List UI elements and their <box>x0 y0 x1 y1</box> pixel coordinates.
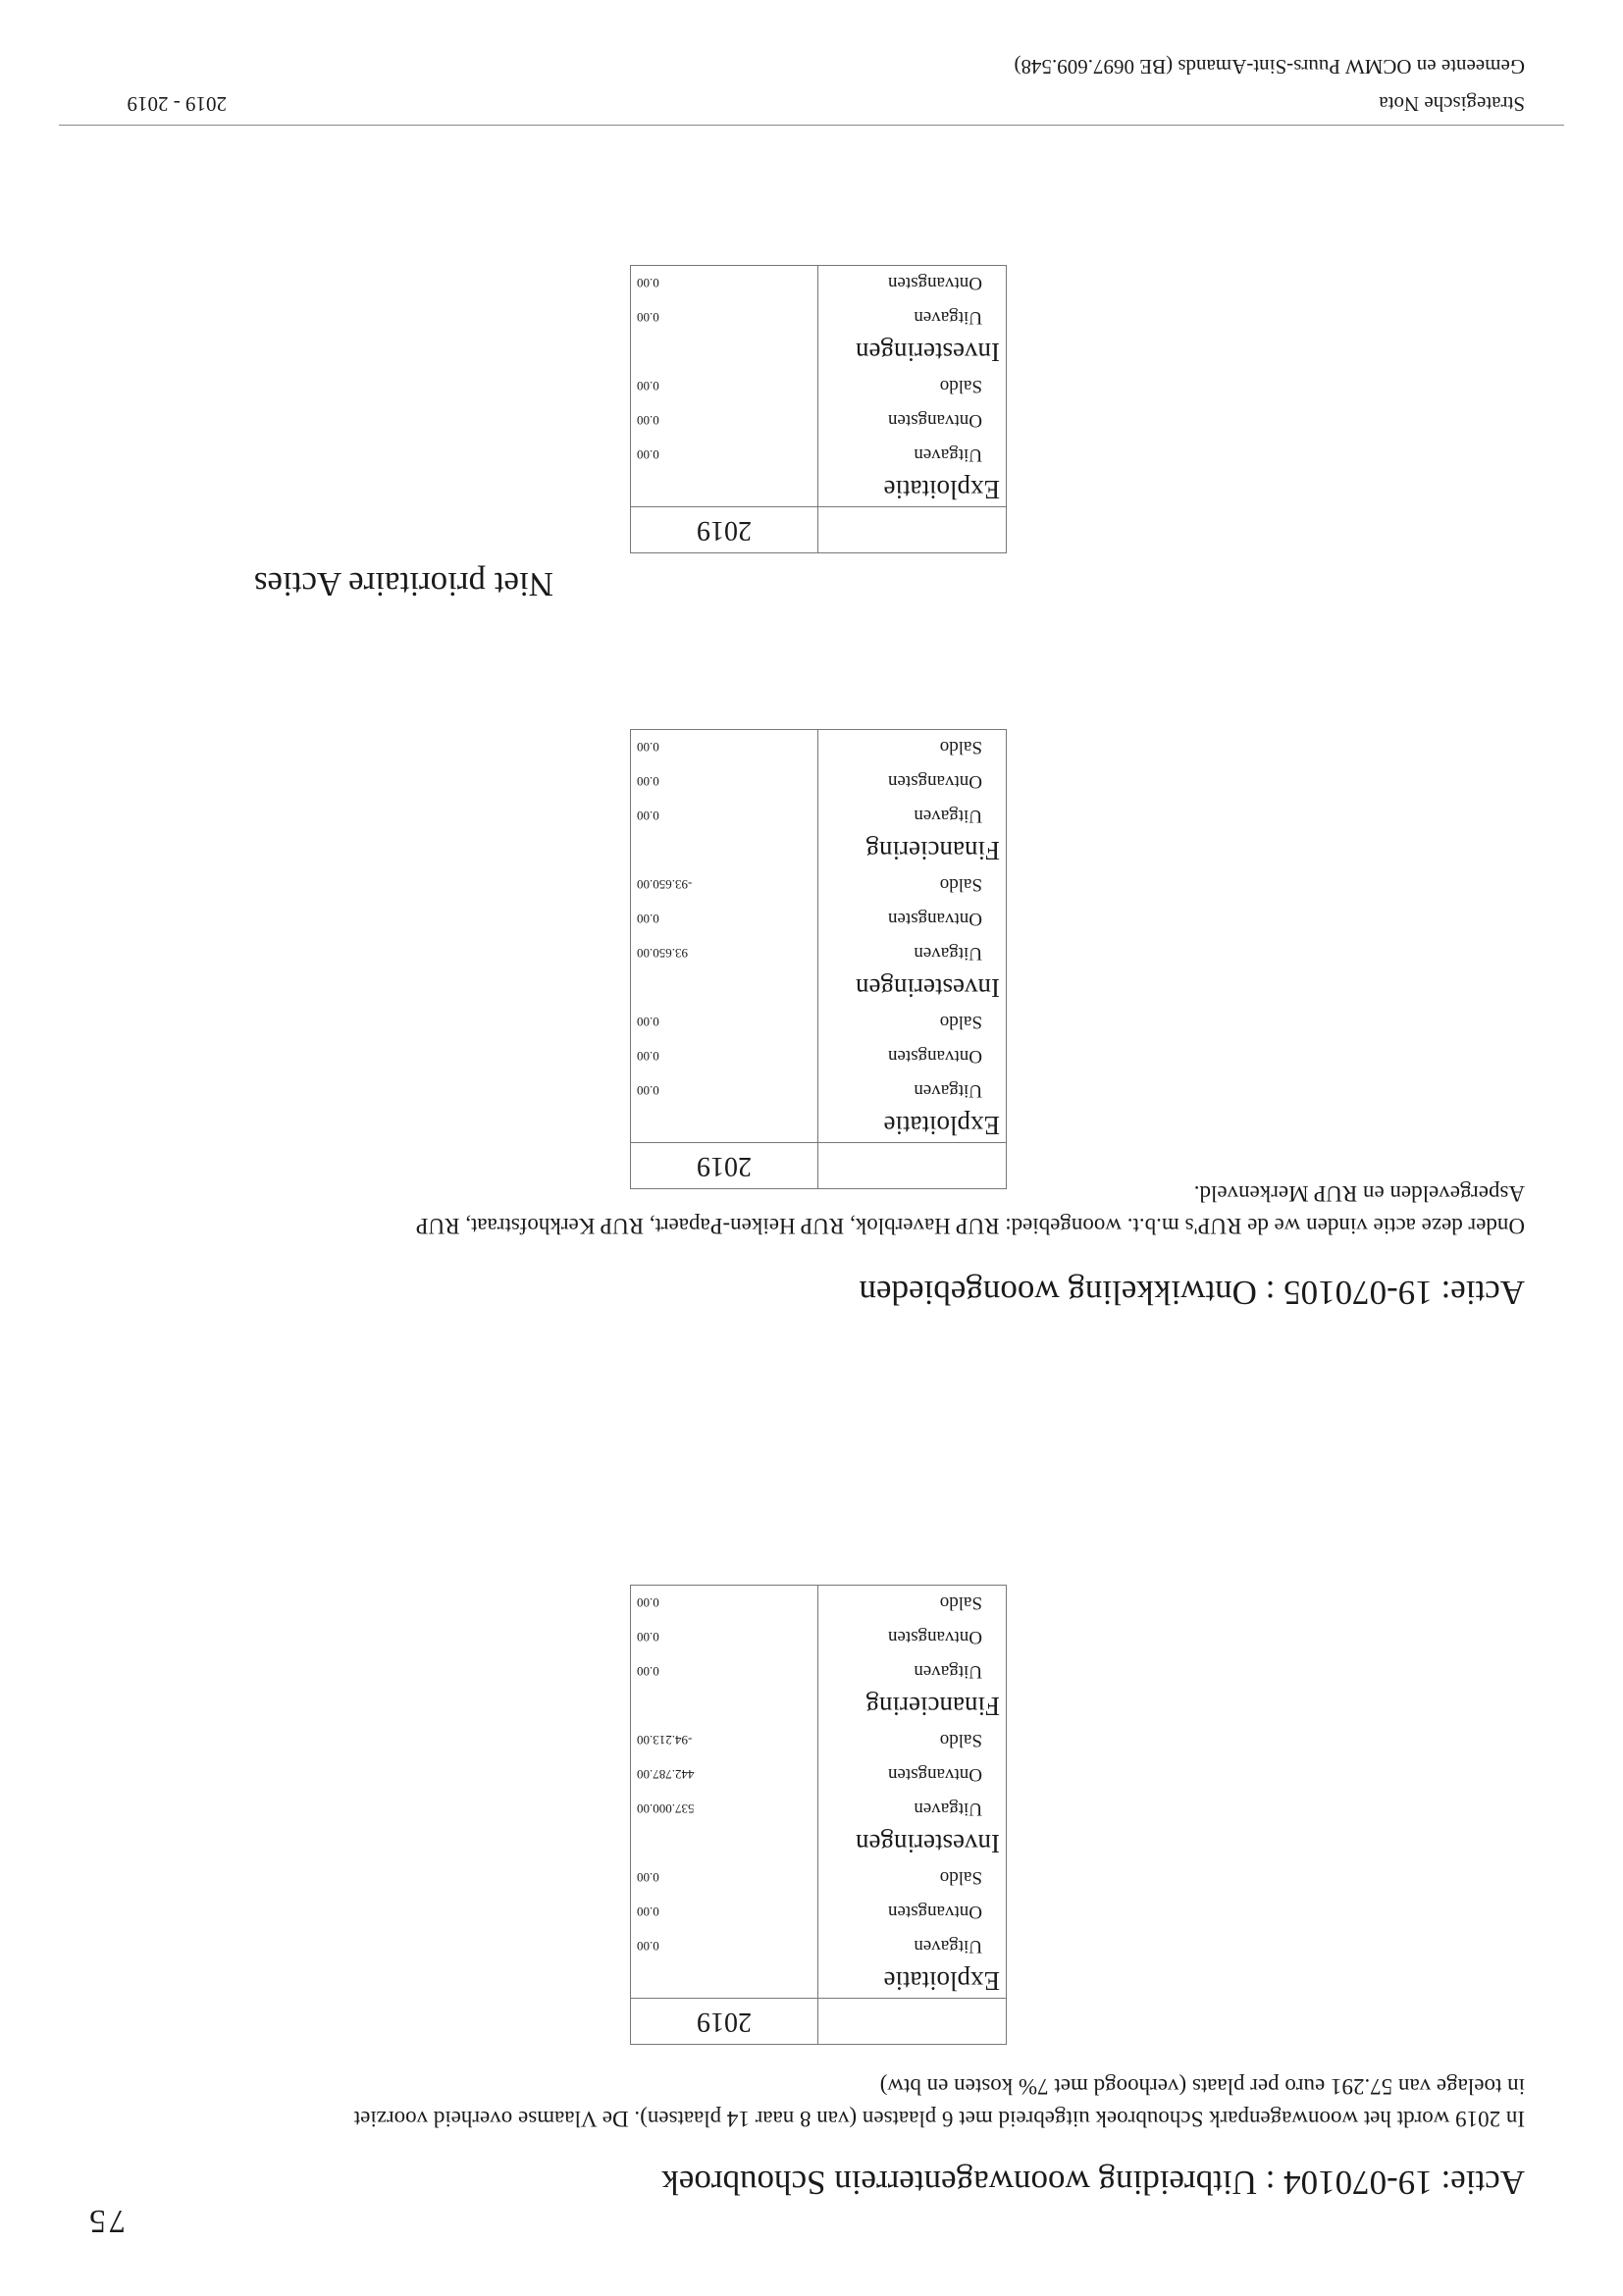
footer-organization: Gemeente en OCMW Puurs-Sint-Amands (BE 0697.609.548) <box>1014 55 1525 78</box>
table-row-value: 537.000.00 <box>637 1801 695 1816</box>
table-label-column <box>818 1586 1007 1999</box>
table-row-value: 0.00 <box>637 447 659 462</box>
table-row-label: Saldo <box>939 1867 982 1888</box>
table-row-label: Uitgaven <box>914 1080 982 1101</box>
table-row-value: 0.00 <box>637 774 659 789</box>
table-row-value <box>631 1108 817 1142</box>
paragraph-line: Onder deze actie vinden we de RUP's m.b.t. woongebied: RUP Haverblok, RUP Heiken-Papaert, RUP Kerkhofstraat, RUP <box>415 1214 1525 1238</box>
table-label-column <box>818 730 1007 1143</box>
footer-divider <box>59 125 1564 126</box>
table-row-label: Uitgaven <box>914 307 982 328</box>
table-row-value <box>631 833 817 867</box>
budget-table-2 <box>630 729 1007 1189</box>
action-description-1 <box>112 2070 1525 2135</box>
table-section-label: Investeringen <box>856 973 1000 1003</box>
table-row-label: Saldo <box>939 874 982 895</box>
table-row-value: 0.00 <box>637 1870 659 1885</box>
footer-years: 2019 - 2019 <box>127 92 227 116</box>
table-row-value: 442.787.00 <box>637 1767 695 1782</box>
table-header-blank <box>818 1999 1007 2045</box>
table-row-value <box>631 970 817 1005</box>
table-row-value: 0.00 <box>637 1939 659 1954</box>
table-row-value <box>631 335 817 369</box>
table-section-label: Exploitatie <box>883 1966 1000 1996</box>
table-row-label: Saldo <box>939 1730 982 1750</box>
table-row-value: 0.00 <box>637 740 659 755</box>
table-section-label: Exploitatie <box>883 475 1000 504</box>
table-row-value: 0.00 <box>637 1083 659 1098</box>
table-row-value <box>631 472 817 506</box>
table-row-label: Ontvangsten <box>887 1764 982 1785</box>
paragraph-line: In 2019 wordt het woonwagenpark Schoubroek uitgebreid met 6 plaatsen (van 8 naar 14 plaatsen). De Vlaamse overheid voorziet <box>353 2107 1525 2131</box>
table-row-value: 0.00 <box>637 1905 659 1919</box>
table-row-value: 0.00 <box>637 1015 659 1029</box>
table-row-value: 0.00 <box>637 276 659 290</box>
table-value-column <box>631 266 818 507</box>
table-row-value: 93.650.00 <box>637 946 688 961</box>
table-row-value <box>631 1963 817 1998</box>
table-row-value: 0.00 <box>637 809 659 823</box>
table-row-value: 0.00 <box>637 1630 659 1644</box>
table-section-label: Investeringen <box>856 1829 1000 1858</box>
table-year-header: 2019 <box>631 507 818 553</box>
paragraph-line: in toelage van 57.291 euro per plaats (verhoogd met 7% kosten en btw) <box>879 2074 1525 2099</box>
table-section-label: Financiering <box>865 1692 1000 1721</box>
table-value-column <box>631 1586 818 1999</box>
budget-table-1 <box>630 1585 1007 2045</box>
table-row-value: 0.00 <box>637 1049 659 1064</box>
table-row-label: Saldo <box>939 737 982 757</box>
table-row-value <box>631 1689 817 1723</box>
table-row-value: 0.00 <box>637 310 659 325</box>
table-row-label: Ontvangsten <box>887 273 982 293</box>
table-row-value: 0.00 <box>637 912 659 926</box>
paragraph-line: Aspergevelden en RUP Merkenveld. <box>1193 1181 1525 1206</box>
table-row-value: 0.00 <box>637 1664 659 1679</box>
table-row-label: Uitgaven <box>914 1661 982 1682</box>
action-heading-2: Actie: 19-070105 : Ontwikkeling woongebieden <box>859 1274 1525 1312</box>
table-row-value: 0.00 <box>637 1595 659 1610</box>
table-year-header: 2019 <box>631 1999 818 2045</box>
budget-table-3 <box>630 265 1007 553</box>
footer-title: Strategische Nota <box>1379 92 1525 116</box>
table-row-value: 0.00 <box>637 413 659 428</box>
table-row-label: Uitgaven <box>914 806 982 826</box>
table-row-value: 0.00 <box>637 379 659 393</box>
table-year-header: 2019 <box>631 1143 818 1189</box>
table-row-label: Saldo <box>939 1592 982 1613</box>
table-row-label: Ontvangsten <box>887 771 982 792</box>
table-row-label: Ontvangsten <box>887 1627 982 1647</box>
table-row-label: Uitgaven <box>914 1936 982 1957</box>
table-row-label: Ontvangsten <box>887 1046 982 1067</box>
page-number: 75 <box>86 2203 126 2239</box>
table-row-label: Saldo <box>939 376 982 396</box>
table-header-blank <box>818 1143 1007 1189</box>
non-priority-heading: Niet prioritaire Acties <box>253 565 553 603</box>
table-row-label: Ontvangsten <box>887 909 982 929</box>
table-row-label: Saldo <box>939 1012 982 1032</box>
table-section-label: Investeringen <box>856 338 1000 367</box>
table-section-label: Financiering <box>865 836 1000 865</box>
table-row-value: -93.650.00 <box>637 877 693 892</box>
table-row-value <box>631 1826 817 1860</box>
table-row-label: Ontvangsten <box>887 410 982 431</box>
table-row-value: -94.213.00 <box>637 1733 693 1748</box>
table-header-blank <box>818 507 1007 553</box>
table-row-label: Uitgaven <box>914 1799 982 1819</box>
table-section-label: Exploitatie <box>883 1111 1000 1140</box>
table-label-column <box>818 266 1007 507</box>
table-row-label: Ontvangsten <box>887 1902 982 1922</box>
action-heading-1: Actie: 19-070104 : Uitbreiding woonwagenterrein Schoubroek <box>661 2164 1525 2202</box>
table-row-label: Uitgaven <box>914 444 982 465</box>
table-value-column <box>631 730 818 1143</box>
table-row-label: Uitgaven <box>914 943 982 964</box>
